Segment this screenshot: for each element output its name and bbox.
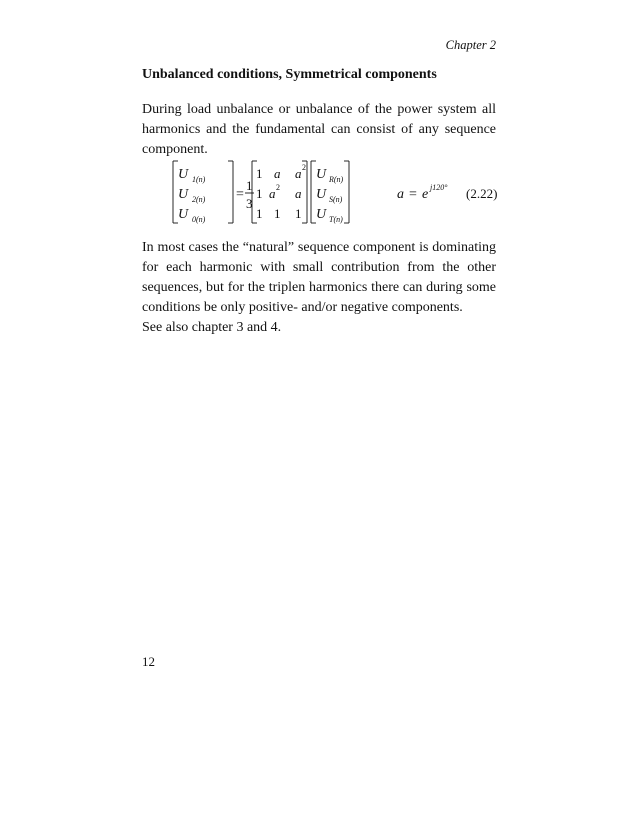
section-heading: Unbalanced conditions, Symmetrical components	[142, 67, 437, 82]
matrix-cell-2-2-exponent: 2	[276, 183, 280, 192]
definition-lhs: a	[397, 187, 404, 202]
paragraph-intro: During load unbalance or unbalance of the power system all harmonics and the fundamental can consist of any sequence component.	[142, 102, 496, 157]
lhs-u2-symbol: U	[178, 187, 189, 202]
rhs-ur-subscript: R(n)	[329, 175, 344, 184]
matrix-cell-2-2: a	[269, 186, 276, 201]
lhs-u0-subscript: 0(n)	[192, 215, 206, 224]
page-number: 12	[142, 654, 155, 669]
matrix-cell-3-3: 1	[295, 206, 302, 221]
matrix-cell-2-1: 1	[256, 186, 263, 201]
matrix-cell-1-1: 1	[256, 166, 263, 181]
definition-exponent: j120°	[430, 183, 448, 192]
rhs-ut-symbol: U	[316, 207, 327, 222]
lhs-u2-subscript: 2(n)	[192, 195, 206, 204]
matrix-cell-1-3: a	[295, 166, 302, 181]
rhs-ut-subscript: T(n)	[329, 215, 343, 224]
equation-number: (2.22)	[466, 186, 498, 201]
definition-equals: =	[409, 187, 417, 202]
definition-base: e	[422, 187, 429, 202]
matrix-cell-3-1: 1	[256, 206, 263, 221]
rhs-us-subscript: S(n)	[329, 195, 343, 204]
chapter-header: Chapter 2	[445, 38, 496, 52]
matrix-cell-3-2: 1	[274, 206, 281, 221]
fraction-numerator: 1	[246, 178, 253, 193]
fraction-denominator: 3	[246, 196, 253, 211]
rhs-bracket-right	[344, 161, 349, 223]
lhs-u1-symbol: U	[178, 167, 189, 182]
symmetrical-components-equation	[170, 157, 510, 227]
lhs-u0-symbol: U	[178, 207, 189, 222]
paragraph-see-also: See also chapter 3 and 4.	[142, 320, 282, 335]
lhs-bracket-right	[228, 161, 233, 223]
matrix-cell-1-3-exponent: 2	[302, 163, 306, 172]
rhs-us-symbol: U	[316, 187, 327, 202]
paragraph-sequence-dominance: In most cases the “natural” sequence component is dominating for each harmonic with small contribution from the other sequences, but for the triplen harmonics there can during some conditions be only positive- and/or negative components.	[142, 240, 496, 315]
lhs-u1-subscript: 1(n)	[192, 175, 206, 184]
matrix-cell-1-2: a	[274, 166, 281, 181]
matrix-cell-2-3: a	[295, 186, 302, 201]
rhs-ur-symbol: U	[316, 167, 327, 182]
equals-sign: =	[236, 187, 244, 202]
